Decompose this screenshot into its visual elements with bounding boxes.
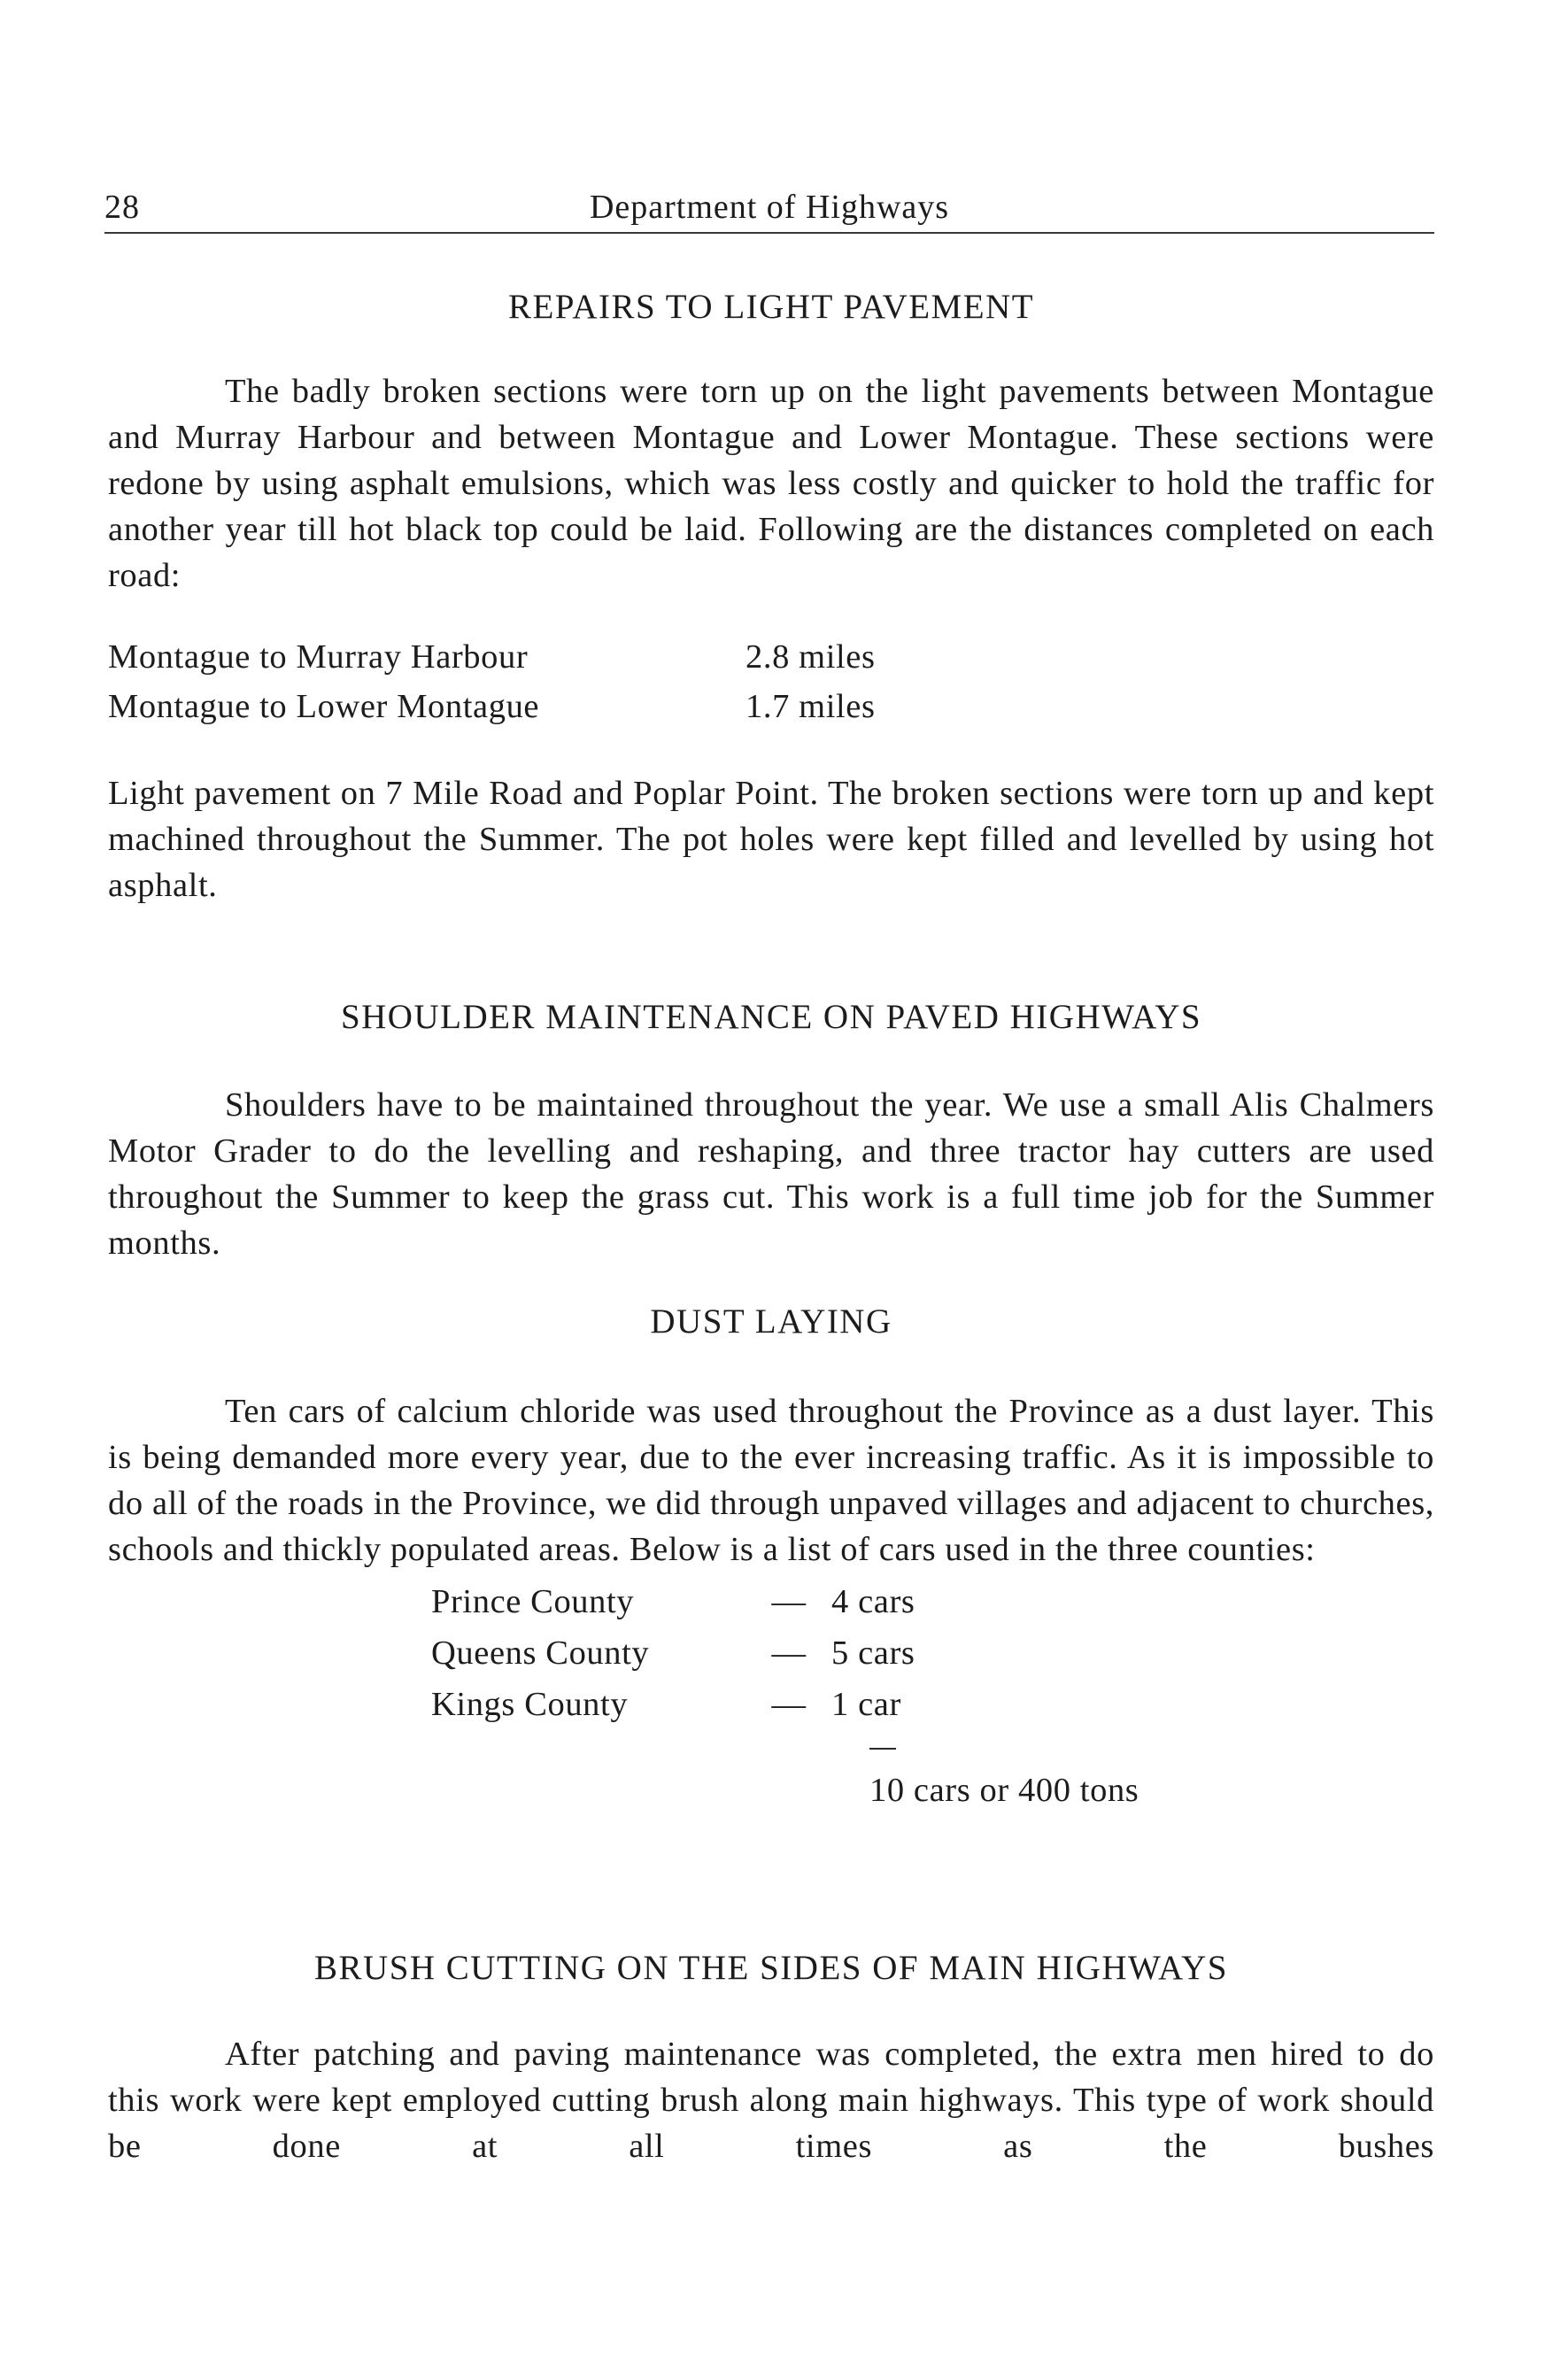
road-distance: 1.7 miles bbox=[745, 688, 876, 725]
county-name: Kings County bbox=[431, 1686, 629, 1723]
table-row bbox=[431, 1576, 1186, 1627]
section-heading: SHOULDER MAINTENANCE ON PAVED HIGHWAYS bbox=[340, 998, 1202, 1036]
car-count: 1 car bbox=[831, 1686, 901, 1723]
road-distance: 2.8 miles bbox=[745, 638, 876, 676]
cars-total: 10 cars or 400 tons bbox=[869, 1772, 1139, 1809]
total-rule bbox=[869, 1748, 896, 1750]
section-light-pavement bbox=[108, 285, 1434, 908]
table-row bbox=[431, 1627, 1186, 1679]
section-shoulder-maintenance bbox=[108, 995, 1434, 1266]
county-name: Queens County bbox=[431, 1634, 650, 1672]
dash: — bbox=[771, 1583, 807, 1620]
distance-table bbox=[108, 632, 876, 731]
car-count: 4 cars bbox=[831, 1583, 915, 1620]
running-title: Department of Highways bbox=[589, 189, 950, 226]
paragraph: After patching and paving maintenance was completed, the extra men hired to do this work were kept employed cutting brush along main highways. This type of work should be done at all times as the bushes bbox=[108, 2036, 1434, 2165]
paragraph: The badly broken sections were torn up on the light pavements between Montague and Murray Harbour and between Montague and Lower Montague. These sections were redone by using asphalt emulsions, which was less costly and quicker to hold the traffic for another year till hot black top could be laid. Following are the distances completed on each road: bbox=[108, 373, 1434, 594]
running-header bbox=[104, 181, 1434, 234]
page-number: 28 bbox=[104, 189, 140, 226]
car-count: 5 cars bbox=[831, 1634, 915, 1672]
county-name: Prince County bbox=[431, 1583, 635, 1620]
section-heading: BRUSH CUTTING ON THE SIDES OF MAIN HIGHWAYS bbox=[314, 1949, 1228, 1987]
road-name: Montague to Murray Harbour bbox=[108, 638, 529, 676]
section-heading: DUST LAYING bbox=[650, 1302, 892, 1341]
dash: — bbox=[771, 1634, 807, 1672]
section-heading: REPAIRS TO LIGHT PAVEMENT bbox=[507, 288, 1035, 326]
table-row bbox=[431, 1679, 1186, 1730]
table-row bbox=[108, 682, 876, 731]
paragraph: Ten cars of calcium chloride was used throughout the Province as a dust layer. This is being demanded more every year, due to the ever increasing traffic. As it is impossible to do all of the roads in the Province, we did through unpaved villages and adjacent to churches, schools and thickly populated areas. Below is a list of cars used in the three counties: bbox=[108, 1393, 1434, 1568]
dash: — bbox=[771, 1686, 807, 1723]
paragraph: Shoulders have to be maintained throughout the year. We use a small Alis Chalmers Motor Grader to do the levelling and reshaping, and three tractor hay cutters are used throughout the Summer to keep the grass cut. This work is a full time job for the Summer months. bbox=[108, 1086, 1434, 1262]
road-name: Montague to Lower Montague bbox=[108, 688, 540, 725]
table-row bbox=[108, 632, 876, 682]
section-brush-cutting bbox=[108, 1946, 1434, 2169]
paragraph: Light pavement on 7 Mile Road and Poplar Point. The broken sections were torn up and kept machined throughout the Summer. The pot holes were kept filled and levelled by using hot asphalt. bbox=[108, 775, 1434, 904]
cars-table bbox=[431, 1576, 1186, 1730]
section-dust-laying bbox=[108, 1300, 1434, 1810]
